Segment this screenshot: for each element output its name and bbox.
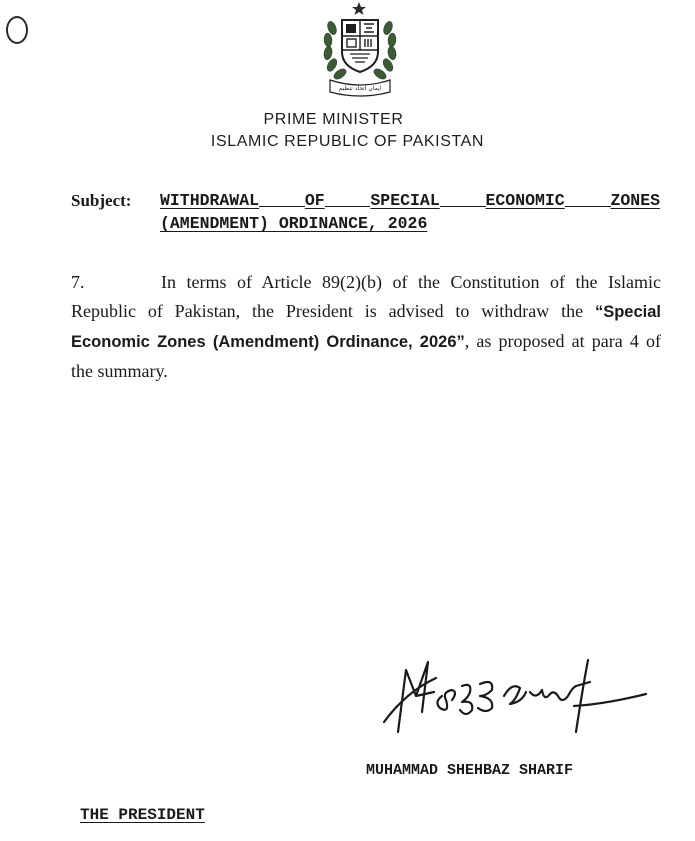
subject-word: SPECIAL bbox=[370, 191, 440, 210]
subject-line-1 bbox=[160, 191, 660, 210]
addressee: THE PRESIDENT bbox=[80, 806, 205, 824]
subject-word: OF bbox=[304, 191, 325, 210]
letterhead-subtitle: ISLAMIC REPUBLIC OF PAKISTAN bbox=[210, 133, 485, 150]
ordinance-name: “Special Economic Zones (Amendment) Ordinance, 2026” bbox=[71, 303, 661, 351]
subject-line-2: (AMENDMENT) ORDINANCE, 2026 bbox=[160, 214, 428, 233]
paragraph-text: In terms of Article 89(2)(b) of the Constitution of the Islamic Republic of Pakistan, the President is advised to withdraw the bbox=[71, 272, 661, 321]
signature-text: M Shehbaz Sharif bbox=[376, 652, 384, 653]
punch-hole bbox=[6, 16, 28, 44]
emblem-motto: ایمان اتحاد تنظیم bbox=[338, 85, 382, 92]
subject-word: ECONOMIC bbox=[485, 191, 565, 210]
state-emblem-icon bbox=[310, 0, 410, 98]
subject-word: ZONES bbox=[610, 191, 661, 210]
subject-word: WITHDRAWAL bbox=[160, 191, 260, 210]
letterhead-title: PRIME MINISTER bbox=[263, 111, 404, 128]
handwritten-signature bbox=[376, 652, 666, 742]
signer-name: MUHAMMAD SHEHBAZ SHARIF bbox=[366, 762, 574, 779]
paragraph-text-end: , as proposed at para 4 of the summary. bbox=[71, 331, 661, 381]
body-paragraph bbox=[71, 268, 661, 386]
subject-label: Subject: bbox=[71, 191, 132, 210]
paragraph-number: 7. bbox=[71, 272, 85, 292]
